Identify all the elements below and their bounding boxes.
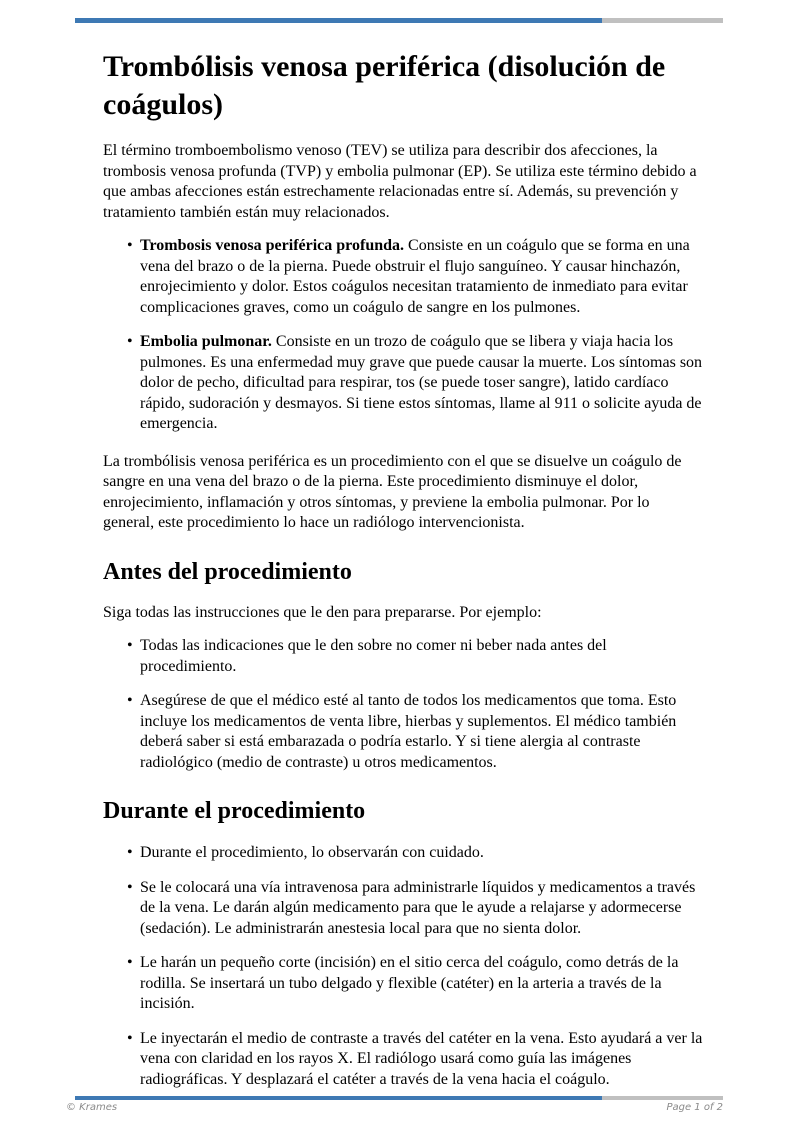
bullet-icon: [127, 236, 140, 318]
bullet-icon: [127, 1029, 140, 1091]
accent-bar-gray-segment: [602, 18, 723, 23]
section-heading-before-procedure: Antes del procedimiento: [103, 558, 352, 585]
list-item: [103, 953, 703, 1015]
footer-accent-bar: [75, 1096, 723, 1100]
copyright-text: © Krames: [66, 1102, 118, 1113]
list-item-text: Le inyectarán el medio de contraste a través del catéter en la vena. Esto ayudará a ver la vena con claridad en los rayos X. El radiólogo usará como guía las imágenes radiográficas. Y desplazará el catéter a través de la vena hacia el coágulo.: [140, 1029, 703, 1088]
list-item-body: Consiste en un coágulo que se forma en una vena del brazo o de la pierna. Puede obstruir el flujo sanguíneo. Y causar hinchazón, enrojecimiento y dolor. Estos coágulos necesitan tratamiento de inmediato para evitar complicaciones graves, como un coágulo de sangre en los pulmones.: [140, 237, 690, 316]
condition-list: [103, 236, 703, 435]
list-item-body: Consiste en un trozo de coágulo que se libera y viaja hacia los pulmones. Es una enfermedad muy grave que puede causar la muerte. Los síntomas son dolor de pecho, dificultad para respirar, tos (se puede toser sangre), latido cardíaco rápido, sudoración y desmayos. Si tiene estos síntomas, llame al 911 o solicite ayuda de emergencia.: [140, 333, 703, 432]
list-item-text: Todas las indicaciones que le den sobre no comer ni beber nada antes del procedimiento.: [140, 637, 607, 675]
section-heading-during-procedure: Durante el procedimiento: [103, 798, 366, 824]
list-item-text: Se le colocará una vía intravenosa para administrarle líquidos y medicamentos a través de la vena. Le darán algún medicamento para que le ayude a relajarse y adormecerse (sedación). Le administrarán anestesia local para que no sienta dolor.: [140, 878, 696, 937]
bullet-icon: [127, 332, 140, 435]
bullet-icon: [127, 953, 140, 1015]
list-item-text: Asegúrese de que el médico esté al tanto de todos los medicamentos que toma. Esto incluye los medicamentos de venta libre, hierbas y suplementos. El médico también deberá saber si está embarazada o podría estarlo. Y si tiene alergia al contraste radiológico (medio de contraste) u otros medicamentos.: [140, 692, 677, 771]
list-item: [103, 843, 703, 864]
before-procedure-intro: Siga todas las instrucciones que le den para prepararse. Por ejemplo:: [103, 603, 542, 621]
before-procedure-list: [103, 636, 703, 773]
bullet-icon: [127, 843, 140, 864]
list-item-lead: Trombosis venosa periférica profunda.: [140, 237, 405, 254]
list-item-text: [140, 236, 703, 318]
accent-bar-blue-segment: [75, 18, 602, 23]
list-item-text: Durante el procedimiento, lo observarán con cuidado.: [140, 844, 484, 861]
list-item: [103, 878, 703, 940]
document-body: [103, 48, 703, 1090]
list-item: [103, 636, 703, 677]
bullet-icon: [127, 691, 140, 773]
procedure-summary-paragraph: La trombólisis venosa periférica es un procedimiento con el que se disuelve un coágulo de sangre en una vena del brazo o de la pierna. Este procedimiento disminuye el dolor, enrojecimiento, inflamación y otros síntomas, y previene la embolia pulmonar. Por lo general, este procedimiento lo hace un radiólogo intervencionista.: [103, 452, 682, 531]
list-item: [103, 1029, 703, 1091]
accent-bar-blue-segment: [75, 1096, 602, 1100]
accent-bar-gray-segment: [602, 1096, 723, 1100]
page-number: Page 1 of 2: [666, 1102, 723, 1113]
page-title: Trombólisis venosa periférica (disolución de coágulos): [103, 50, 666, 121]
top-accent-bar: [75, 18, 723, 23]
during-procedure-list: [103, 843, 703, 1090]
list-item-text: [140, 332, 703, 435]
list-item-text: Le harán un pequeño corte (incisión) en el sitio cerca del coágulo, como detrás de la rodilla. Se insertará un tubo delgado y flexible (catéter) en la arteria a través de la incisión.: [140, 954, 679, 1012]
list-item: [103, 236, 703, 318]
intro-paragraph: El término tromboembolismo venoso (TEV) se utiliza para describir dos afecciones, la trombosis venosa profunda (TVP) y embolia pulmonar (EP). Se utiliza este término debido a que ambas afecciones están estrechamente relacionadas entre sí. Además, su prevención y tratamiento también están muy relacionados.: [103, 142, 697, 221]
footer: [66, 1102, 723, 1113]
bullet-icon: [127, 878, 140, 940]
bullet-icon: [127, 636, 140, 677]
list-item-lead: Embolia pulmonar.: [140, 333, 272, 350]
list-item: [103, 691, 703, 773]
list-item: [103, 332, 703, 435]
